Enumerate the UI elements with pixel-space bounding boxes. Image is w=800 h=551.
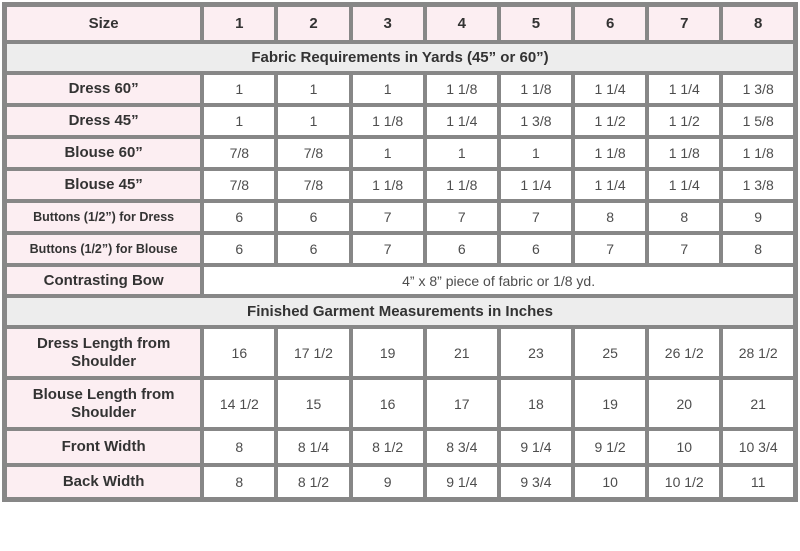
value-cell: 1 1/2 xyxy=(573,105,647,137)
table-row xyxy=(5,105,796,137)
value-cell: 8 1/2 xyxy=(276,465,350,499)
table-row xyxy=(5,233,796,265)
value-cell: 6 xyxy=(202,201,276,233)
value-cell: 7 xyxy=(573,233,647,265)
value-cell: 8 xyxy=(202,429,276,465)
value-cell: 19 xyxy=(351,327,425,378)
value-cell: 1 1/2 xyxy=(647,105,721,137)
value-cell: 7 xyxy=(499,201,573,233)
section-header-row xyxy=(5,296,796,327)
table-row xyxy=(5,465,796,499)
value-cell: 1 xyxy=(276,105,350,137)
value-cell: 26 1/2 xyxy=(647,327,721,378)
value-cell: 9 1/2 xyxy=(573,429,647,465)
value-cell: 1 1/8 xyxy=(647,137,721,169)
value-cell: 10 xyxy=(647,429,721,465)
value-cell: 21 xyxy=(721,378,795,429)
table-row xyxy=(5,169,796,201)
value-cell: 8 xyxy=(202,465,276,499)
value-cell: 1 1/8 xyxy=(351,105,425,137)
row-label: Blouse Length from Shoulder xyxy=(5,378,203,429)
value-cell: 10 1/2 xyxy=(647,465,721,499)
section-title: Fabric Requirements in Yards (45” or 60”) xyxy=(5,42,796,73)
value-cell: 7 xyxy=(351,233,425,265)
value-cell: 1 1/4 xyxy=(499,169,573,201)
size-column-header: 7 xyxy=(647,5,721,43)
row-label: Dress 45” xyxy=(5,105,203,137)
row-label: Dress Length from Shoulder xyxy=(5,327,203,378)
value-cell: 8 1/4 xyxy=(276,429,350,465)
table-row xyxy=(5,73,796,105)
value-cell: 9 1/4 xyxy=(499,429,573,465)
value-cell: 16 xyxy=(202,327,276,378)
value-cell: 1 1/4 xyxy=(573,73,647,105)
value-cell: 6 xyxy=(202,233,276,265)
table-row xyxy=(5,378,796,429)
value-cell: 1 1/8 xyxy=(425,73,499,105)
value-cell: 28 1/2 xyxy=(721,327,795,378)
value-cell: 1 1/4 xyxy=(425,105,499,137)
size-column-header: 2 xyxy=(276,5,350,43)
value-cell: 7/8 xyxy=(202,137,276,169)
table-row xyxy=(5,201,796,233)
size-column-header: 1 xyxy=(202,5,276,43)
row-label: Blouse 60” xyxy=(5,137,203,169)
value-cell: 1 1/4 xyxy=(647,169,721,201)
value-cell: 25 xyxy=(573,327,647,378)
value-cell: 7 xyxy=(351,201,425,233)
value-cell: 1 xyxy=(499,137,573,169)
value-cell: 1 1/4 xyxy=(573,169,647,201)
spanned-value-cell: 4” x 8” piece of fabric or 1/8 yd. xyxy=(202,265,795,296)
value-cell: 8 1/2 xyxy=(351,429,425,465)
value-cell: 1 xyxy=(425,137,499,169)
value-cell: 1 1/8 xyxy=(721,137,795,169)
size-column-header: 8 xyxy=(721,5,795,43)
size-column-header: 4 xyxy=(425,5,499,43)
value-cell: 11 xyxy=(721,465,795,499)
row-label: Buttons (1/2”) for Dress xyxy=(5,201,203,233)
table-row xyxy=(5,265,796,296)
size-column-header: 3 xyxy=(351,5,425,43)
value-cell: 8 3/4 xyxy=(425,429,499,465)
value-cell: 1 1/8 xyxy=(351,169,425,201)
value-cell: 9 3/4 xyxy=(499,465,573,499)
row-label: Contrasting Bow xyxy=(5,265,203,296)
value-cell: 17 xyxy=(425,378,499,429)
row-label: Blouse 45” xyxy=(5,169,203,201)
value-cell: 1 3/8 xyxy=(721,169,795,201)
value-cell: 18 xyxy=(499,378,573,429)
value-cell: 1 1/8 xyxy=(573,137,647,169)
value-cell: 1 xyxy=(276,73,350,105)
value-cell: 1 3/8 xyxy=(499,105,573,137)
value-cell: 6 xyxy=(425,233,499,265)
value-cell: 10 3/4 xyxy=(721,429,795,465)
size-header-label: Size xyxy=(5,5,203,43)
section-header-row xyxy=(5,42,796,73)
size-chart-table xyxy=(2,2,798,502)
table-body xyxy=(5,42,796,499)
value-cell: 1 3/8 xyxy=(721,73,795,105)
row-label: Front Width xyxy=(5,429,203,465)
value-cell: 6 xyxy=(276,233,350,265)
value-cell: 7/8 xyxy=(276,137,350,169)
size-header-row xyxy=(5,5,796,43)
section-title: Finished Garment Measurements in Inches xyxy=(5,296,796,327)
value-cell: 7/8 xyxy=(202,169,276,201)
value-cell: 10 xyxy=(573,465,647,499)
value-cell: 1 1/8 xyxy=(499,73,573,105)
value-cell: 7 xyxy=(425,201,499,233)
row-label: Buttons (1/2”) for Blouse xyxy=(5,233,203,265)
value-cell: 1 xyxy=(202,105,276,137)
value-cell: 9 xyxy=(351,465,425,499)
value-cell: 8 xyxy=(573,201,647,233)
value-cell: 1 xyxy=(351,73,425,105)
row-label: Back Width xyxy=(5,465,203,499)
value-cell: 14 1/2 xyxy=(202,378,276,429)
value-cell: 9 1/4 xyxy=(425,465,499,499)
value-cell: 6 xyxy=(499,233,573,265)
value-cell: 16 xyxy=(351,378,425,429)
value-cell: 6 xyxy=(276,201,350,233)
value-cell: 8 xyxy=(721,233,795,265)
value-cell: 9 xyxy=(721,201,795,233)
value-cell: 8 xyxy=(647,201,721,233)
value-cell: 15 xyxy=(276,378,350,429)
value-cell: 19 xyxy=(573,378,647,429)
value-cell: 1 1/8 xyxy=(425,169,499,201)
size-column-header: 5 xyxy=(499,5,573,43)
value-cell: 7 xyxy=(647,233,721,265)
value-cell: 21 xyxy=(425,327,499,378)
table-row xyxy=(5,137,796,169)
size-column-header: 6 xyxy=(573,5,647,43)
value-cell: 7/8 xyxy=(276,169,350,201)
value-cell: 1 5/8 xyxy=(721,105,795,137)
value-cell: 17 1/2 xyxy=(276,327,350,378)
value-cell: 20 xyxy=(647,378,721,429)
value-cell: 1 1/4 xyxy=(647,73,721,105)
value-cell: 23 xyxy=(499,327,573,378)
row-label: Dress 60” xyxy=(5,73,203,105)
table-row xyxy=(5,327,796,378)
value-cell: 1 xyxy=(202,73,276,105)
table-row xyxy=(5,429,796,465)
value-cell: 1 xyxy=(351,137,425,169)
